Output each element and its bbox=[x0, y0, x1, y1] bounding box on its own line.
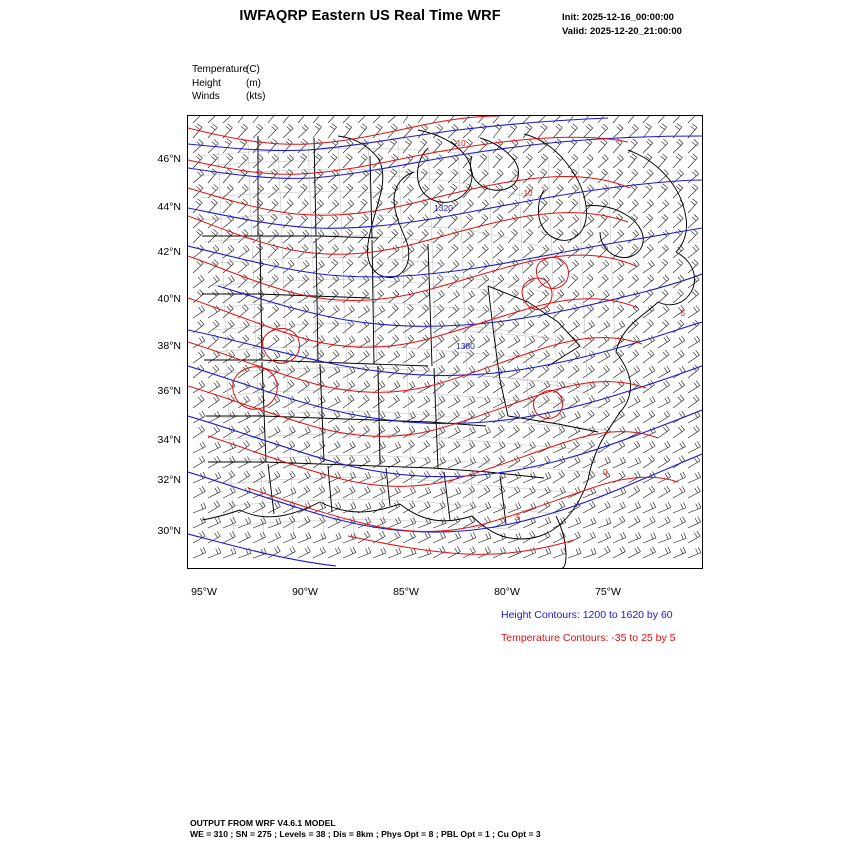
wind-barb-field bbox=[188, 116, 701, 559]
units-legend-label-height: Height bbox=[192, 77, 221, 89]
page-title: IWFAQRP Eastern US Real Time WRF bbox=[239, 8, 501, 24]
units-legend-label-temperature: Temperature bbox=[192, 64, 249, 75]
footer-config-line: WE = 310 ; SN = 275 ; Levels = 38 ; Dis = 8km ; Phys Opt = 8 ; PBL Opt = 1 ; Cu Opt = 3 bbox=[190, 829, 541, 839]
height-label-1380: 1380 bbox=[456, 341, 475, 351]
y-axis-tick-38N: 38°N bbox=[157, 340, 181, 352]
temp-label-c: 0 bbox=[603, 468, 608, 477]
y-axis-tick-34N: 34°N bbox=[157, 434, 181, 446]
y-axis-tick-46N: 46°N bbox=[157, 153, 181, 165]
x-axis-tick-75W: 75°W bbox=[595, 586, 621, 598]
units-legend-value-height: (m) bbox=[246, 77, 261, 89]
height-contours bbox=[188, 118, 702, 566]
y-axis-tick-42N: 42°N bbox=[157, 246, 181, 258]
y-axis-tick-32N: 32°N bbox=[157, 474, 181, 486]
footer-model-line: OUTPUT FROM WRF V4.6.1 MODEL bbox=[190, 818, 336, 828]
temperature-contour-note: Temperature Contours: -35 to 25 by 5 bbox=[501, 632, 676, 644]
map-plot-area bbox=[187, 115, 703, 569]
y-axis-tick-30N: 30°N bbox=[157, 525, 181, 537]
units-legend-value-winds: (kts) bbox=[246, 91, 266, 102]
temp-label-d: 5 bbox=[516, 513, 521, 522]
y-axis-tick-40N: 40°N bbox=[157, 293, 181, 305]
map-canvas bbox=[188, 116, 702, 568]
units-legend-value-temperature: (C) bbox=[246, 64, 260, 75]
height-label-1320: 1320 bbox=[434, 203, 453, 213]
x-axis-tick-80W: 80°W bbox=[494, 586, 520, 598]
x-axis-tick-85W: 85°W bbox=[393, 586, 419, 598]
y-axis-tick-44N: 44°N bbox=[157, 201, 181, 213]
height-contour-note: Height Contours: 1200 to 1620 by 60 bbox=[501, 609, 673, 621]
valid-time-label: Valid: 2025-12-20_21:00:00 bbox=[562, 26, 682, 37]
init-time-label: Init: 2025-12-16_00:00:00 bbox=[562, 12, 674, 23]
y-axis-tick-36N: 36°N bbox=[157, 385, 181, 397]
temp-label-a: -10 bbox=[521, 189, 533, 198]
units-legend-label-winds: Winds bbox=[192, 91, 220, 102]
x-axis-tick-90W: 90°W bbox=[292, 586, 318, 598]
x-axis-tick-95W: 95°W bbox=[191, 586, 217, 598]
temp-label-e: -10 bbox=[454, 139, 466, 148]
units-legend bbox=[192, 63, 265, 104]
temp-label-b: -5 bbox=[678, 309, 686, 318]
